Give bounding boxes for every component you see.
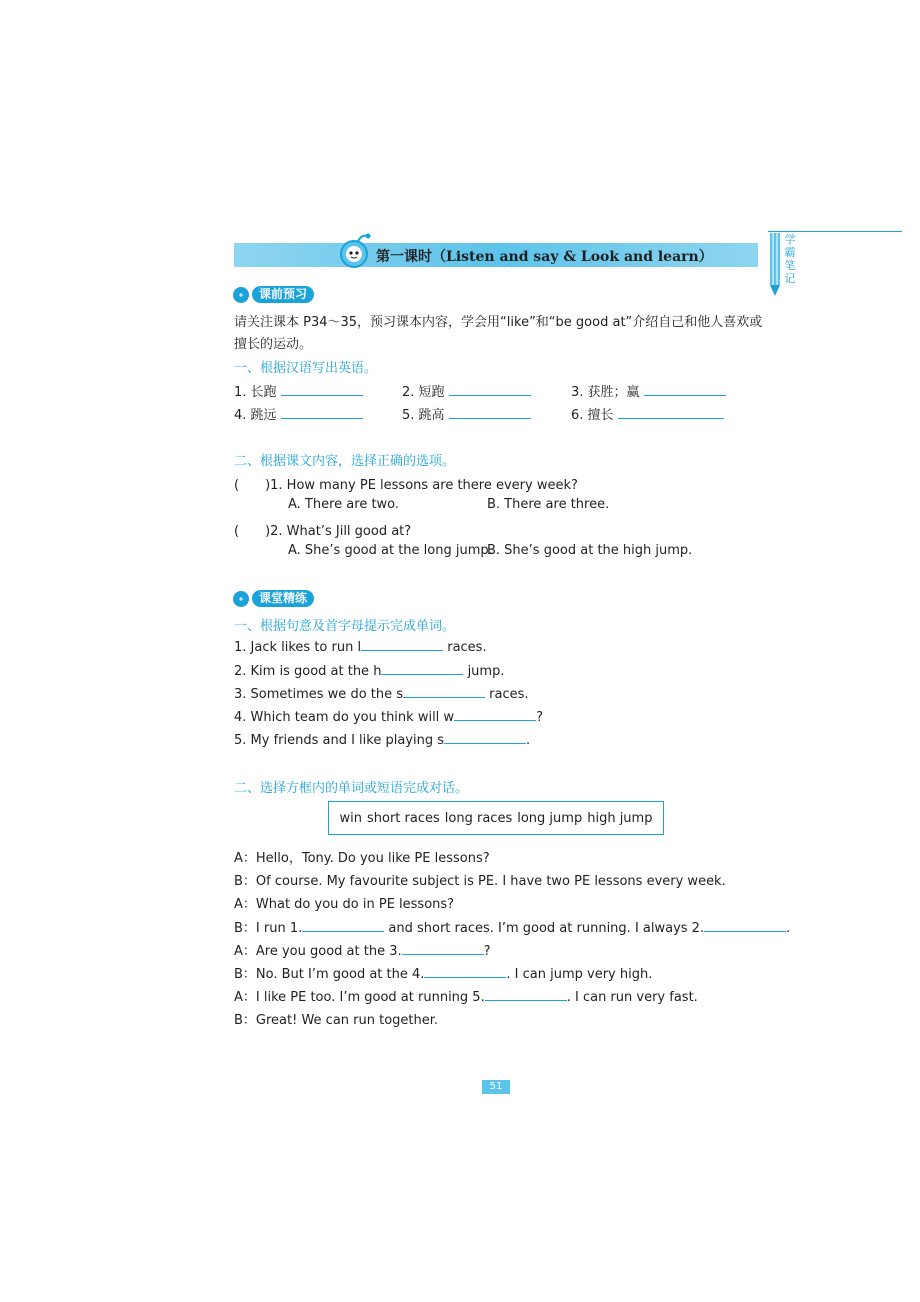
word-bank-item: short races — [367, 810, 440, 826]
answer-blank[interactable] — [644, 383, 726, 396]
dialogue-line-1: A：Hello，Tony. Do you like PE lessons? — [234, 851, 490, 866]
preview-badge-label: 课前预习 — [252, 286, 314, 303]
dialogue-line-3: A：What do you do in PE lessons? — [234, 897, 455, 912]
word-bank — [328, 801, 664, 835]
fill-item-text: 2. Kim is good at the h — [234, 664, 382, 679]
practice-badge — [233, 590, 314, 607]
fill-item-text: ? — [536, 710, 543, 725]
vocab-item-label: 5. 跳高 — [402, 408, 445, 423]
fill-item-2 — [234, 662, 504, 679]
answer-blank[interactable] — [618, 406, 724, 419]
dialogue-text: B：I run 1. — [234, 921, 303, 936]
fill-item-3 — [234, 685, 529, 702]
bullet-dot-icon — [233, 287, 249, 303]
q1-option-a[interactable]: A. There are two. — [288, 497, 400, 512]
dialogue-text: ? — [483, 944, 491, 959]
q1-option-b[interactable]: B. There are three. — [487, 497, 610, 512]
sidebar-rule — [768, 231, 902, 232]
fill-item-text: races. — [443, 640, 487, 655]
vocab-item-4 — [234, 404, 363, 423]
answer-blank[interactable] — [361, 638, 443, 651]
preview-intro-line2: 擅长的运动。 — [234, 337, 313, 352]
preview-badge — [233, 286, 314, 303]
practice-section2-heading: 二、选择方框内的单词或短语完成对话。 — [234, 781, 469, 796]
fill-item-text: 3. Sometimes we do the s — [234, 687, 404, 702]
dialogue-line-2: B：Of course. My favourite subject is PE. I have two PE lessons every week. — [234, 874, 726, 889]
answer-blank[interactable] — [485, 988, 567, 1001]
vocab-item-6 — [571, 404, 724, 423]
fill-item-text: . — [526, 733, 531, 748]
dialogue-text: A：Are you good at the 3. — [234, 944, 402, 959]
dialogue-text: . I can run very fast. — [566, 990, 698, 1005]
fill-item-text: races. — [485, 687, 529, 702]
vocab-item-2 — [402, 381, 531, 400]
vocab-item-1 — [234, 381, 363, 400]
dialogue-text: and short races. I’m good at running. I always 2. — [384, 921, 705, 936]
vocab-item-label: 4. 跳远 — [234, 408, 277, 423]
vocab-item-label: 2. 短跑 — [402, 385, 445, 400]
q2-option-a[interactable]: A. She’s good at the long jump. — [288, 543, 493, 558]
dialogue-line-8: B：Great! We can run together. — [234, 1013, 439, 1028]
practice-section1-heading: 一、根据句意及首字母提示完成单词。 — [234, 619, 456, 634]
answer-blank[interactable] — [449, 406, 531, 419]
question-2: ( )2. What’s Jill good at? — [234, 524, 412, 539]
word-bank-item: long races — [444, 810, 513, 826]
dialogue-text: B：No. But I’m good at the 4. — [234, 967, 425, 982]
mascot-icon — [334, 232, 374, 270]
vocab-item-label: 3. 获胜；赢 — [571, 385, 640, 400]
practice-badge-label: 课堂精练 — [252, 590, 314, 607]
q2-option-b[interactable]: B. She’s good at the high jump. — [487, 543, 693, 558]
vocab-item-3 — [571, 381, 726, 400]
fill-item-4 — [234, 708, 543, 725]
vocab-item-5 — [402, 404, 531, 423]
dialogue-line-4 — [234, 917, 790, 936]
word-bank-item: win — [339, 810, 362, 826]
answer-blank[interactable] — [381, 662, 463, 675]
dialogue-line-6 — [234, 963, 652, 982]
vocab-item-label: 1. 长跑 — [234, 385, 277, 400]
answer-blank[interactable] — [704, 919, 786, 932]
answer-blank[interactable] — [402, 942, 484, 955]
answer-blank[interactable] — [424, 965, 506, 978]
pencil-icon — [768, 233, 782, 297]
answer-blank[interactable] — [302, 919, 384, 932]
fill-item-text: 4. Which team do you think will w — [234, 710, 455, 725]
fill-item-5 — [234, 731, 530, 748]
fill-item-text: jump. — [463, 664, 505, 679]
dialogue-text: . — [786, 921, 791, 936]
answer-blank[interactable] — [444, 731, 526, 744]
question-1: ( )1. How many PE lessons are there every week? — [234, 478, 578, 493]
lesson-title: 第一课时（Listen and say & Look and learn） — [376, 249, 713, 265]
answer-blank[interactable] — [281, 383, 363, 396]
dialogue-text: A：I like PE too. I’m good at running 5. — [234, 990, 485, 1005]
answer-blank[interactable] — [449, 383, 531, 396]
dialogue-text: . I can jump very high. — [506, 967, 653, 982]
answer-blank[interactable] — [454, 708, 536, 721]
answer-blank[interactable] — [403, 685, 485, 698]
bullet-dot-icon — [233, 591, 249, 607]
preview-intro-line1: 请关注课本 P34～35，预习课本内容，学会用“like”和“be good at”介绍自己和他人喜欢或 — [234, 315, 763, 330]
preview-section2-heading: 二、根据课文内容，选择正确的选项。 — [234, 454, 456, 469]
fill-item-text: 5. My friends and I like playing s — [234, 733, 445, 748]
vocab-item-label: 6. 擅长 — [571, 408, 614, 423]
fill-item-text: 1. Jack likes to run l — [234, 640, 362, 655]
page-number: 51 — [482, 1080, 510, 1094]
dialogue-line-7 — [234, 986, 698, 1005]
answer-blank[interactable] — [281, 406, 363, 419]
word-bank-item: long jump — [517, 810, 583, 826]
preview-section1-heading: 一、根据汉语写出英语。 — [234, 361, 378, 376]
word-bank-item: high jump — [587, 810, 653, 826]
dialogue-line-5 — [234, 940, 491, 959]
side-note: 学霸笔记 — [784, 233, 796, 285]
fill-item-1 — [234, 638, 487, 655]
